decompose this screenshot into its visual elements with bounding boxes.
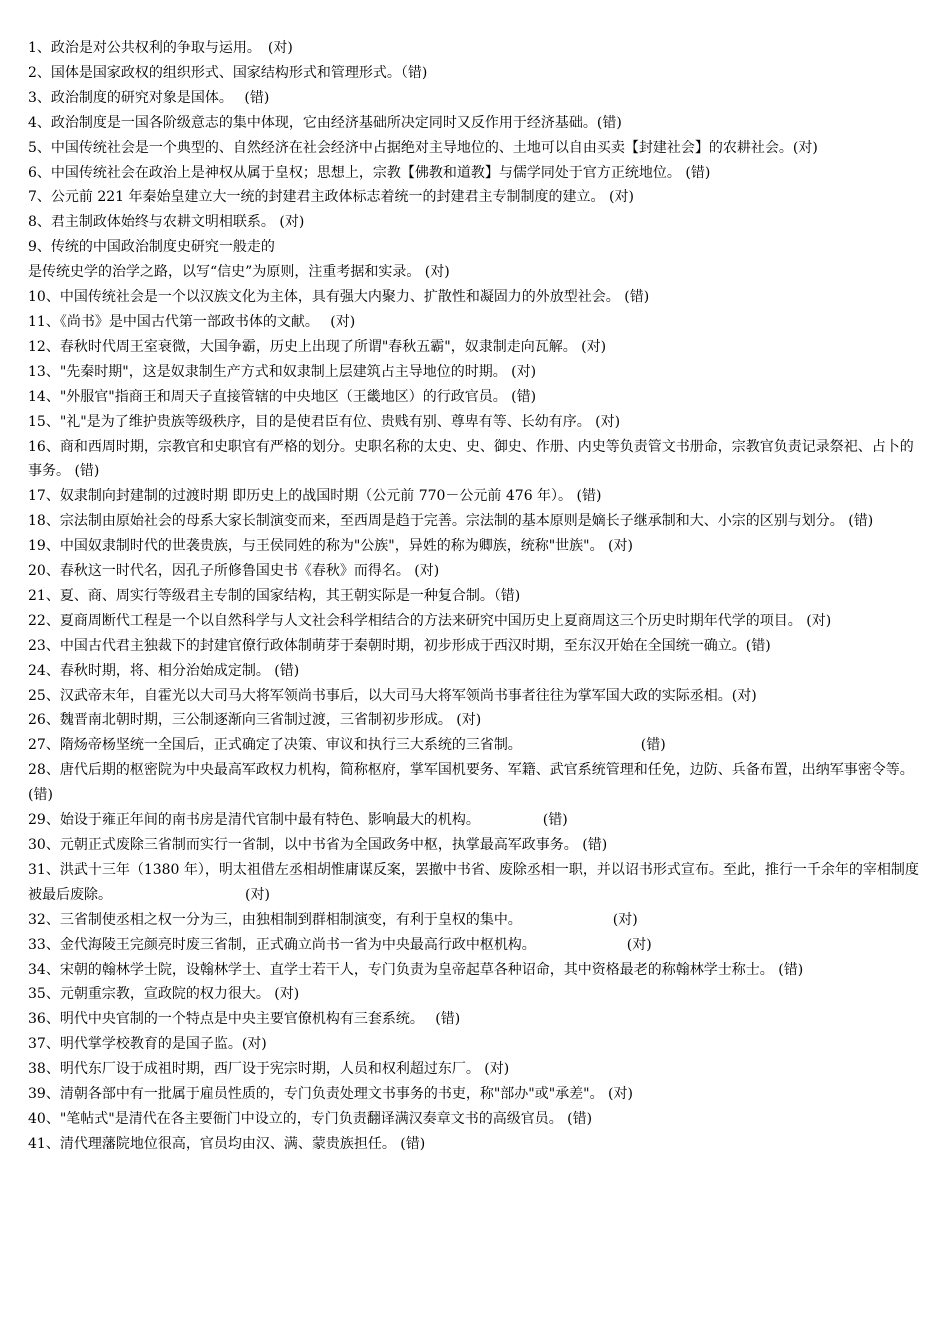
list-item: 11、《尚书》是中国古代第一部政书体的文献。 (对) <box>28 313 356 330</box>
list-item: 39、清朝各部中有一批属于雇员性质的，专门负责处理文书事务的书吏，称"部办"或"承差"。 (对) <box>28 1086 633 1103</box>
list-item: 41、清代理藩院地位很高，官员均由汉、满、蒙贵族担任。 (错) <box>28 1135 426 1152</box>
list-item: 8、君主制政体始终与农耕文明相联系。 (对) <box>28 214 305 231</box>
list-item: 37、明代掌学校教育的是国子监。(对) <box>28 1036 267 1053</box>
list-item: 18、宗法制由原始社会的母系大家长制演变而来，至西周是趋于完善。宗法制的基本原则是嫡长子继承制和大、小宗的区别与划分。 (错) <box>28 513 874 530</box>
list-item: 22、夏商周断代工程是一个以自然科学与人文社会科学相结合的方法来研究中国历史上夏商周这三个历史时期年代学的项目。 (对) <box>28 612 832 629</box>
list-item: 38、明代东厂设于成祖时期，西厂设于宪宗时期，人员和权利超过东厂。 (对) <box>28 1061 510 1078</box>
list-item: 5、中国传统社会是一个典型的、自然经济在社会经济中占据绝对主导地位的、土地可以自由买卖【封建社会】的农耕社会。(对) <box>28 139 818 156</box>
list-item: 24、春秋时期，将、相分治始成定制。 (错) <box>28 662 300 679</box>
list-item: 26、魏晋南北朝时期，三公制逐渐向三省制过渡，三省制初步形成。 (对) <box>28 712 482 729</box>
list-item: 19、中国奴隶制时代的世袭贵族，与王侯同姓的称为"公族"，异姓的称为卿族，统称"世族"。 (对) <box>28 538 633 555</box>
list-item: 13、"先秦时期"，这是奴隶制生产方式和奴隶制上层建筑占主导地位的时期。 (对) <box>28 363 537 380</box>
list-item: 28、唐代后期的枢密院为中央最高军政权力机构，简称枢府，掌军国机要务、军籍、武官系统管理和任免，边防、兵备布置，出纳军事密令等。 (错) <box>28 762 919 804</box>
list-item: 9、传统的中国政治制度史研究一般走的 是传统史学的治学之路，以写“信史”为原则，注重考据和实录。 (对) <box>28 239 450 281</box>
list-item: 3、政治制度的研究对象是国体。 (错) <box>28 89 270 106</box>
list-item: 25、汉武帝末年，自霍光以大司马大将军领尚书事后，以大司马大将军领尚书事者往往为掌军国大政的实际丞相。(对) <box>28 687 757 704</box>
list-item: 31、洪武十三年（1380 年），明太祖借左丞相胡惟庸谋反案，罢撤中书省、废除丞相一职，并以诏书形式宣布。至此，推行一千余年的宰相制度被最后废除。 (对) <box>28 861 919 903</box>
list-item: 30、元朝正式废除三省制而实行一省制，以中书省为全国政务中枢，执掌最高军政事务。 (错) <box>28 837 608 853</box>
list-item: 17、奴隶制向封建制的过渡时期 即历史上的战国时期（公元前 770－公元前 476 年）。 (错) <box>28 488 602 505</box>
list-item: 1、政治是对公共权利的争取与运用。 (对) <box>28 40 293 56</box>
list-item: 21、夏、商、周实行等级君主专制的国家结构，其王朝实际是一种复合制。（错) <box>28 587 521 604</box>
list-item: 14、"外服官"指商王和周天子直接管辖的中央地区（王畿地区）的行政官员。 (错) <box>28 388 537 405</box>
list-item: 4、政治制度是一国各阶级意志的集中体现，它由经济基础所决定同时又反作用于经济基础。(错) <box>28 114 622 131</box>
list-item: 7、公元前 221 年秦始皇建立大一统的封建君主政体标志着统一的封建君主专制制度的建立。 (对) <box>28 189 634 206</box>
list-item: 33、金代海陵王完颜亮时废三省制，正式确立尚书一省为中央最高行政中枢机构。 (对) <box>28 936 652 953</box>
list-item: 35、元朝重宗教，宣政院的权力很大。 (对) <box>28 986 300 1003</box>
list-item: 15、"礼"是为了维护贵族等级秩序，目的是使君臣有位、贵贱有别、尊卑有等、长幼有序。 (对) <box>28 413 621 430</box>
list-item: 23、中国古代君主独裁下的封建官僚行政体制萌芽于秦朝时期，初步形成于西汉时期，至东汉开始在全国统一确立。(错) <box>28 637 771 654</box>
list-item: 27、隋炀帝杨坚统一全国后，正式确定了决策、审议和执行三大系统的三省制。 (错) <box>28 737 666 754</box>
list-item: 32、三省制使丞相之权一分为三，由独相制到群相制演变，有利于皇权的集中。 (对) <box>28 911 638 928</box>
list-item: 6、中国传统社会在政治上是神权从属于皇权；思想上，宗教【佛教和道教】与儒学同处于官方正统地位。 (错) <box>28 164 711 181</box>
list-item: 2、国体是国家政权的组织形式、国家结构形式和管理形式。（错) <box>28 64 428 81</box>
list-item: 16、商和西周时期，宗教官和史职官有严格的划分。史职名称的太史、史、御史、作册、内史等负责管文书册命，宗教官负责记录祭祀、占卜的事务。 (错) <box>28 438 914 480</box>
list-item: 10、中国传统社会是一个以汉族文化为主体，具有强大内聚力、扩散性和凝固力的外放型社会。 (错) <box>28 289 650 306</box>
list-item: 12、春秋时代周王室衰微，大国争霸，历史上出现了所谓"春秋五霸"，奴隶制走向瓦解。 (对) <box>28 338 607 355</box>
list-item: 40、"笔帖式"是清代在各主要衙门中设立的，专门负责翻译满汉奏章文书的高级官员。 (错) <box>28 1110 593 1127</box>
list-item: 29、始设于雍正年间的南书房是清代官制中最有特色、影响最大的机构。 (错) <box>28 812 568 829</box>
list-item: 36、明代中央官制的一个特点是中央主要官僚机构有三套系统。 (错) <box>28 1011 461 1028</box>
list-item: 20、春秋这一时代名，因孔子所修鲁国史书《春秋》而得名。 (对) <box>28 563 440 580</box>
list-item: 34、宋朝的翰林学士院，设翰林学士、直学士若干人，专门负责为皇帝起草各种诏命，其中资格最老的称翰林学士称士。 (错) <box>28 961 804 978</box>
